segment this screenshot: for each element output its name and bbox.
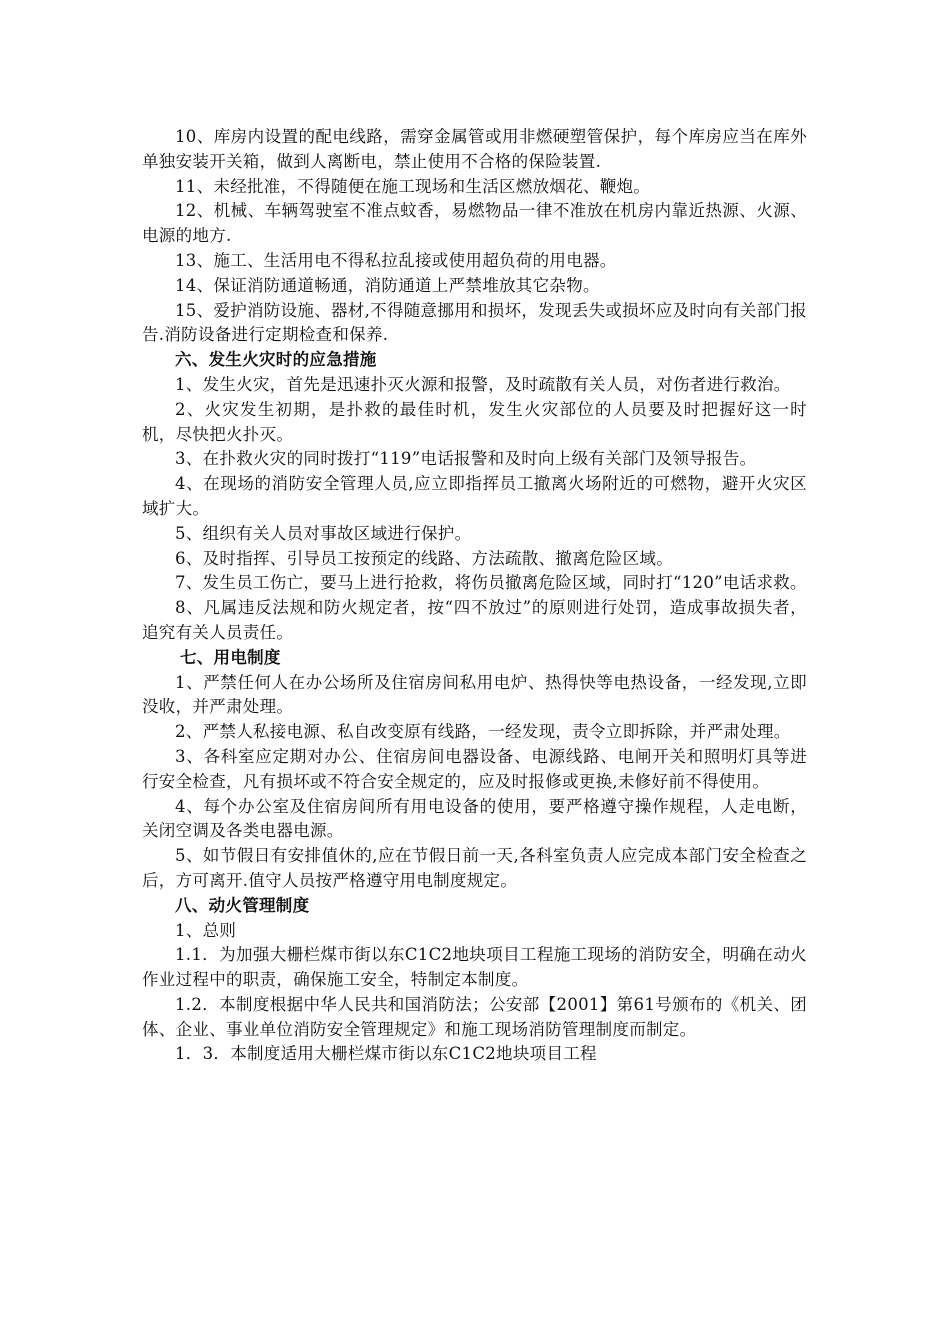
paragraph: 2、火灾发生初期，是扑救的最佳时机，发生火灾部位的人员要及时把握好这一时机，尽快把火扑灭。 [142, 399, 807, 444]
paragraph: 5、如节假日有安排值休的,应在节假日前一天,各科室负责人应完成本部门安全检查之后，方可离开.值守人员按严格遵守用电制度规定。 [142, 846, 807, 890]
paragraph: 1．3．本制度适用大栅栏煤市街以东C1C2地块项目工程 [175, 1044, 597, 1064]
paragraph: 5、组织有关人员对事故区域进行保护。 [175, 523, 472, 543]
paragraph: 8、凡属违反法规和防火规定者，按“四不放过”的原则进行处罚，造成事故损失者，追究有关人员责任。 [142, 598, 807, 642]
section-heading: 八、动火管理制度 [175, 895, 310, 915]
section-heading: 七、用电制度 [179, 647, 281, 667]
paragraph: 6、及时指挥、引导员工按预定的线路、方法疏散、撤离危险区域。 [175, 548, 673, 568]
paragraph: 1、严禁任何人在办公场所及住宿房间私用电炉、热得快等电热设备，一经发现,立即没收，并严肃处理。 [142, 672, 807, 717]
paragraph: 7、发生员工伤亡，要马上进行抢救，将伤员撤离危险区域，同时打“120”电话求救。 [175, 573, 807, 593]
section-heading: 六、发生火灾时的应急措施 [175, 350, 377, 370]
paragraph: 15、爱护消防设施、器材,不得随意挪用和损坏，发现丢失或损坏应及时向有关部门报告.消防设备进行定期检查和保养. [142, 300, 807, 345]
paragraph: 10、库房内设置的配电线路，需穿金属管或用非燃硬塑管保护，每个库房应当在库外单独安装开关箱，做到人离断电，禁止使用不合格的保险装置. [142, 127, 807, 171]
paragraph: 4、每个办公室及住宿房间所有用电设备的使用，要严格遵守操作规程，人走电断，关闭空调及各类电器电源。 [142, 796, 807, 841]
paragraph: 3、在扑救火灾的同时拨打“119”电话报警和及时向上级有关部门及领导报告。 [175, 449, 757, 469]
paragraph: 3、各科室应定期对办公、住宿房间电器设备、电源线路、电闸开关和照明灯具等进行安全检查，凡有损坏或不符合安全规定的，应及时报修或更换,未修好前不得使用。 [142, 746, 807, 791]
document-body [142, 125, 807, 1067]
paragraph: 13、施工、生活用电不得私拉乱接或使用超负荷的用电器。 [175, 250, 617, 270]
paragraph: 2、严禁人私接电源、私自改变原有线路，一经发现，责令立即拆除，并严肃处理。 [175, 722, 791, 742]
paragraph: 1.2．本制度根据中华人民共和国消防法；公安部【2001】第61号颁布的《机关、团体、企业、事业单位消防安全管理规定》和施工现场消防管理制度而制定。 [142, 994, 807, 1039]
paragraph: 4、在现场的消防安全管理人员,应立即指挥员工撤离火场附近的可燃物，避开火灾区域扩大。 [142, 474, 807, 518]
paragraph: 14、保证消防通道畅通，消防通道上严禁堆放其它杂物。 [175, 275, 600, 295]
paragraph: 1.1．为加强大栅栏煤市街以东C1C2地块项目工程施工现场的消防安全，明确在动火作业过程中的职责，确保施工安全，特制定本制度。 [142, 945, 807, 990]
paragraph: 1、发生火灾，首先是迅速扑灭火源和报警，及时疏散有关人员，对伤者进行救治。 [175, 374, 791, 394]
paragraph: 11、未经批准，不得随便在施工现场和生活区燃放烟花、鞭炮。 [175, 176, 651, 196]
paragraph: 12、机械、车辆驾驶室不准点蚊香，易燃物品一律不准放在机房内靠近热源、火源、电源的地方. [142, 201, 807, 246]
paragraph: 1、总则 [175, 920, 237, 940]
